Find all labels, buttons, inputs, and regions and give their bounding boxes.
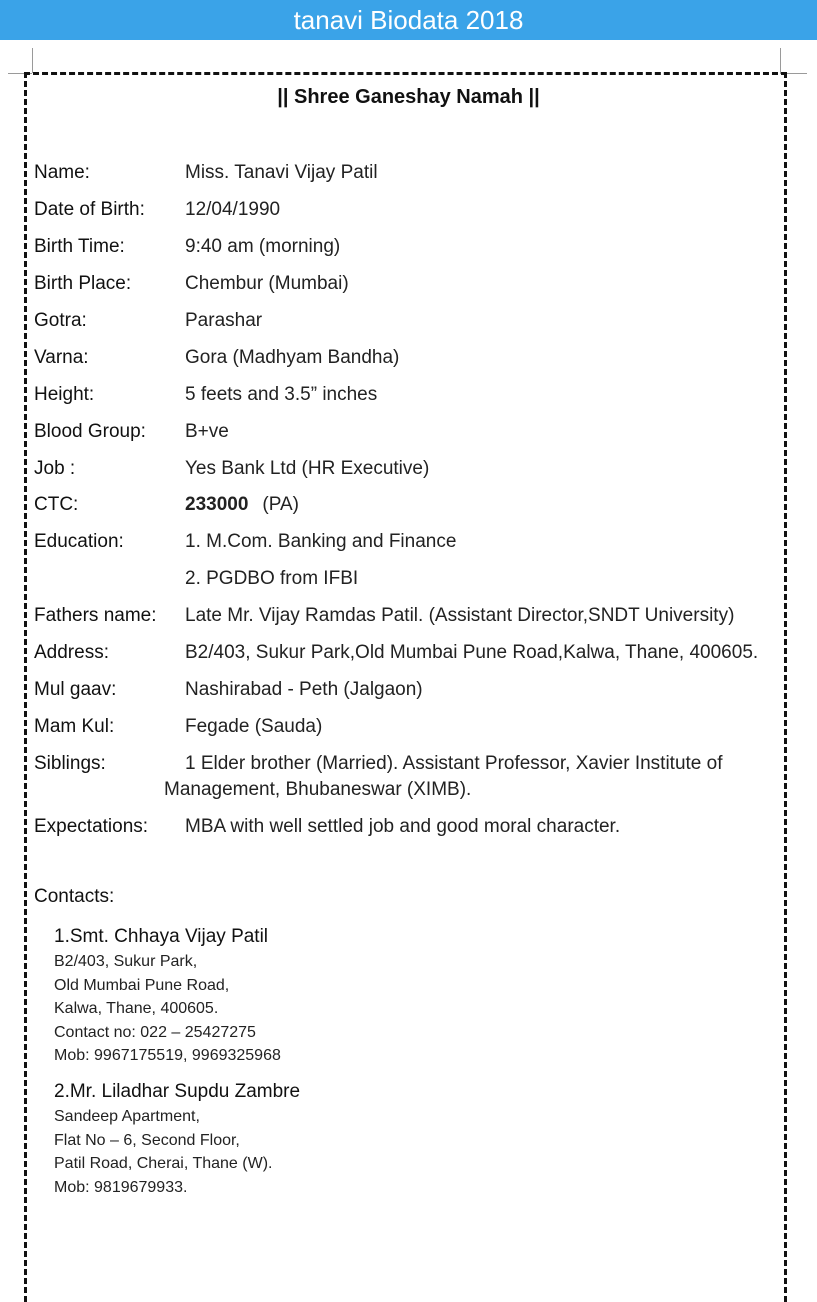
field-row-gotra bbox=[34, 308, 794, 334]
contact-line: Old Mumbai Pune Road, bbox=[54, 976, 230, 994]
education-item: 2. PGDBO from IFBI bbox=[185, 568, 359, 589]
contact-line: Flat No – 6, Second Floor, bbox=[54, 1131, 240, 1149]
contact-name: 1.Smt. Chhaya Vijay Patil bbox=[54, 926, 269, 947]
contact-line: Mob: 9819679933. bbox=[54, 1178, 188, 1196]
field-label: Address: bbox=[34, 642, 109, 663]
document-page[interactable] bbox=[0, 40, 817, 1280]
field-label: Blood Group: bbox=[34, 421, 146, 442]
field-row-mam-kul bbox=[34, 714, 794, 740]
field-label: Mul gaav: bbox=[34, 679, 117, 700]
field-row-education-2 bbox=[34, 566, 794, 592]
field-row-job bbox=[34, 456, 794, 482]
contact-line: B2/403, Sukur Park, bbox=[54, 953, 198, 970]
contact-card bbox=[54, 1079, 300, 1199]
field-value: 1 Elder brother (Married). Assistant Professor, Xavier Institute of Management, Bhubaneswar (XIMB). bbox=[164, 753, 723, 800]
field-value: 9:40 am (morning) bbox=[185, 236, 341, 257]
field-label: Mam Kul: bbox=[34, 716, 115, 737]
field-row-siblings bbox=[34, 751, 794, 803]
contact-line: Kalwa, Thane, 400605. bbox=[54, 1000, 219, 1017]
field-row-varna bbox=[34, 345, 794, 371]
field-row-education bbox=[34, 529, 794, 555]
field-value: Gora (Madhyam Bandha) bbox=[185, 347, 400, 368]
contact-card bbox=[54, 924, 281, 1068]
field-value: B2/403, Sukur Park,Old Mumbai Pune Road,Kalwa, Thane, 400605. bbox=[185, 642, 759, 663]
field-row-mul-gaav bbox=[34, 677, 794, 703]
field-label: Siblings: bbox=[34, 753, 106, 774]
field-label: Fathers name: bbox=[34, 605, 157, 626]
field-value: 5 feets and 3.5” inches bbox=[185, 384, 378, 405]
field-value: 12/04/1990 bbox=[185, 199, 281, 220]
field-value: B+ve bbox=[185, 421, 229, 442]
field-label: Expectations: bbox=[34, 816, 149, 837]
app-title-bar bbox=[0, 0, 817, 40]
field-label: Gotra: bbox=[34, 310, 87, 331]
ctc-unit: (PA) bbox=[262, 494, 299, 515]
ctc-amount: 233000 bbox=[185, 494, 249, 515]
field-row-birth-place bbox=[34, 271, 794, 297]
field-value: Nashirabad - Peth (Jalgaon) bbox=[185, 679, 423, 700]
margin-guide bbox=[32, 48, 33, 73]
field-value: Fegade (Sauda) bbox=[185, 716, 323, 737]
field-value: Parashar bbox=[185, 310, 263, 331]
contact-name: 2.Mr. Liladhar Supdu Zambre bbox=[54, 1081, 301, 1102]
field-label: Birth Time: bbox=[34, 236, 125, 257]
contact-line: Patil Road, Cherai, Thane (W). bbox=[54, 1155, 273, 1172]
field-label: Varna: bbox=[34, 347, 89, 368]
field-row-expectations bbox=[34, 814, 794, 840]
field-label: Height: bbox=[34, 384, 95, 405]
field-label: Date of Birth: bbox=[34, 199, 145, 220]
field-value: Yes Bank Ltd (HR Executive) bbox=[185, 458, 430, 479]
field-row-birth-time bbox=[34, 234, 794, 260]
field-value: MBA with well settled job and good moral character. bbox=[185, 816, 621, 837]
document-heading: || Shree Ganeshay Namah || bbox=[277, 86, 540, 108]
contact-line: Mob: 9967175519, 9969325968 bbox=[54, 1047, 281, 1064]
field-row-name bbox=[34, 160, 794, 186]
field-row-dob bbox=[34, 197, 794, 223]
field-row-blood-group bbox=[34, 419, 794, 445]
margin-guide bbox=[780, 48, 781, 73]
field-row-address bbox=[34, 640, 794, 666]
ctc-value bbox=[185, 492, 299, 518]
field-label: Birth Place: bbox=[34, 273, 132, 294]
contact-line: Contact no: 022 – 25427275 bbox=[54, 1023, 256, 1041]
field-row-height bbox=[34, 382, 794, 408]
field-label: Name: bbox=[34, 162, 90, 183]
field-label: CTC: bbox=[34, 494, 79, 515]
app-title: tanavi Biodata 2018 bbox=[293, 5, 524, 35]
field-row-fathers-name bbox=[34, 603, 794, 629]
education-item: 1. M.Com. Banking and Finance bbox=[185, 531, 457, 552]
field-value: Chembur (Mumbai) bbox=[185, 273, 349, 294]
field-label: Job : bbox=[34, 458, 76, 479]
field-value: Late Mr. Vijay Ramdas Patil. (Assistant Director,SNDT University) bbox=[185, 605, 735, 626]
field-label: Education: bbox=[34, 531, 124, 552]
field-value: Miss. Tanavi Vijay Patil bbox=[185, 162, 378, 183]
contacts-title: Contacts: bbox=[34, 886, 115, 907]
contact-line: Sandeep Apartment, bbox=[54, 1108, 200, 1125]
field-row-ctc bbox=[34, 492, 794, 518]
